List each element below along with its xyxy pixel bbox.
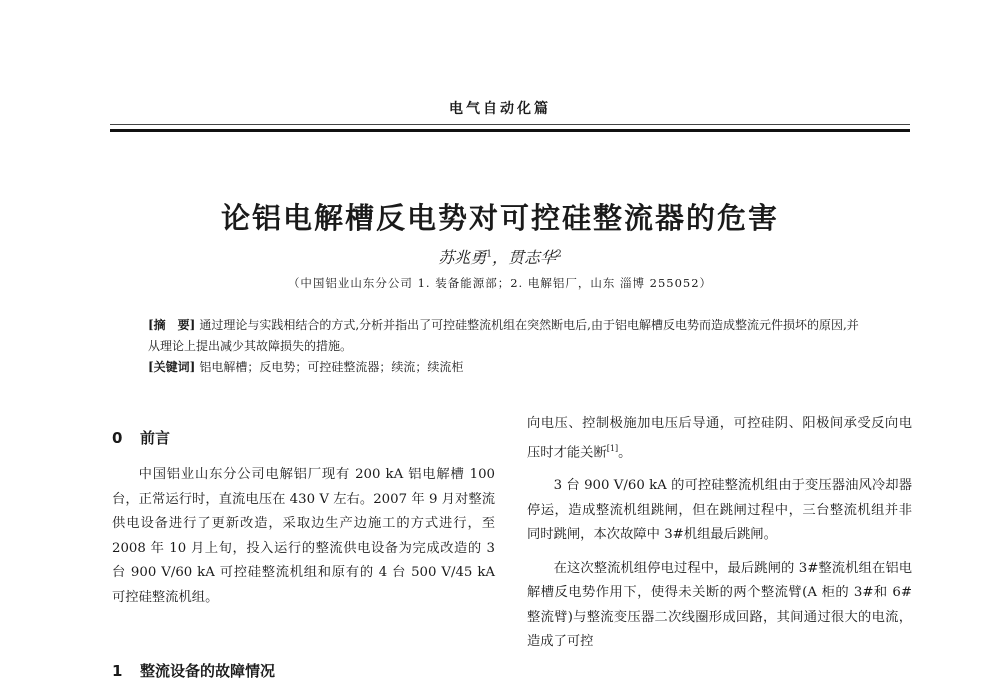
- keywords-text: 铝电解槽；反电势；可控硅整流器；续流；续流柜: [199, 360, 464, 374]
- fault-paragraph-1: 3 台 900 V/60 kA 的可控硅整流机组由于变压器油风冷却器停运，造成整流机组跳闸，但在跳闸过程中，三台整流机组并非同时跳闸，本次故障中 3#机组最后跳闸。: [527, 478, 912, 543]
- fault-paragraph-2: 在这次整流机组停电过程中，最后跳闸的 3#整流机组在铝电解槽反电势作用下，使得未关断的两个整流臂(A 柜的 3#和 6#整流臂)与整流变压器二次线圈形成回路，其间通过很大的电流，造成了可控: [527, 560, 912, 650]
- authors: [0, 245, 1000, 268]
- section-0-number: 0: [112, 429, 123, 447]
- section-header: 电气自动化篇: [449, 101, 551, 117]
- section-0-heading: [112, 427, 170, 448]
- section-1-heading: [112, 660, 275, 681]
- affiliation: （中国铝业山东分公司 1. 装备能源部；2. 电解铝厂，山东 淄博 255052）: [287, 276, 713, 290]
- header-rule-thin: [110, 124, 910, 125]
- paper-title: 论铝电解槽反电势对可控硅整流器的危害: [220, 201, 779, 235]
- header-rule-thick: [110, 129, 910, 132]
- continued-end: 。: [618, 444, 632, 460]
- author-1-affil-mark: 1: [486, 249, 492, 260]
- abstract-text: 通过理论与实践相结合的方式,分析并指出了可控硅整流机组在突然断电后,由于铝电解槽反电势而造成整流元件损坏的原因,并从理论上提出减少其故障损失的措施。: [148, 318, 859, 353]
- left-column: [112, 463, 495, 619]
- author-separator: ，: [491, 248, 508, 267]
- abstract: [148, 315, 868, 357]
- section-1-number: 1: [112, 662, 123, 680]
- keywords-label: [关键词]: [148, 360, 196, 374]
- author-2-affil-mark: 2: [556, 249, 562, 260]
- keywords: [148, 357, 868, 378]
- reference-mark: [1]: [606, 443, 619, 453]
- section-1-title: 整流设备的故障情况: [140, 662, 276, 680]
- continued-text: 向电压、控制极施加电压后导通，可控硅阴、阳极间承受反向电压时才能关断: [527, 416, 912, 460]
- right-column: [527, 412, 912, 664]
- author-2: 贯志华: [508, 248, 557, 267]
- section-0-title: 前言: [140, 429, 171, 447]
- intro-paragraph: 中国铝业山东分公司电解铝厂现有 200 kA 铝电解槽 100 台，正常运行时，直流电压在 430 V 左右。2007 年 9 月对整流供电设备进行了更新改造，采取边生产边施工的方式进行，至 2008 年 10 月上旬，投入运行的整流供电设备为完成改造的 3 台 900 V/60 kA 可控硅整流机组和原有的 4 台 500 V/45 kA 可控硅整流机组。: [112, 467, 495, 605]
- author-1: 苏兆勇: [438, 248, 487, 267]
- abstract-label: [摘 要]: [148, 318, 196, 332]
- continued-paragraph: [527, 412, 912, 465]
